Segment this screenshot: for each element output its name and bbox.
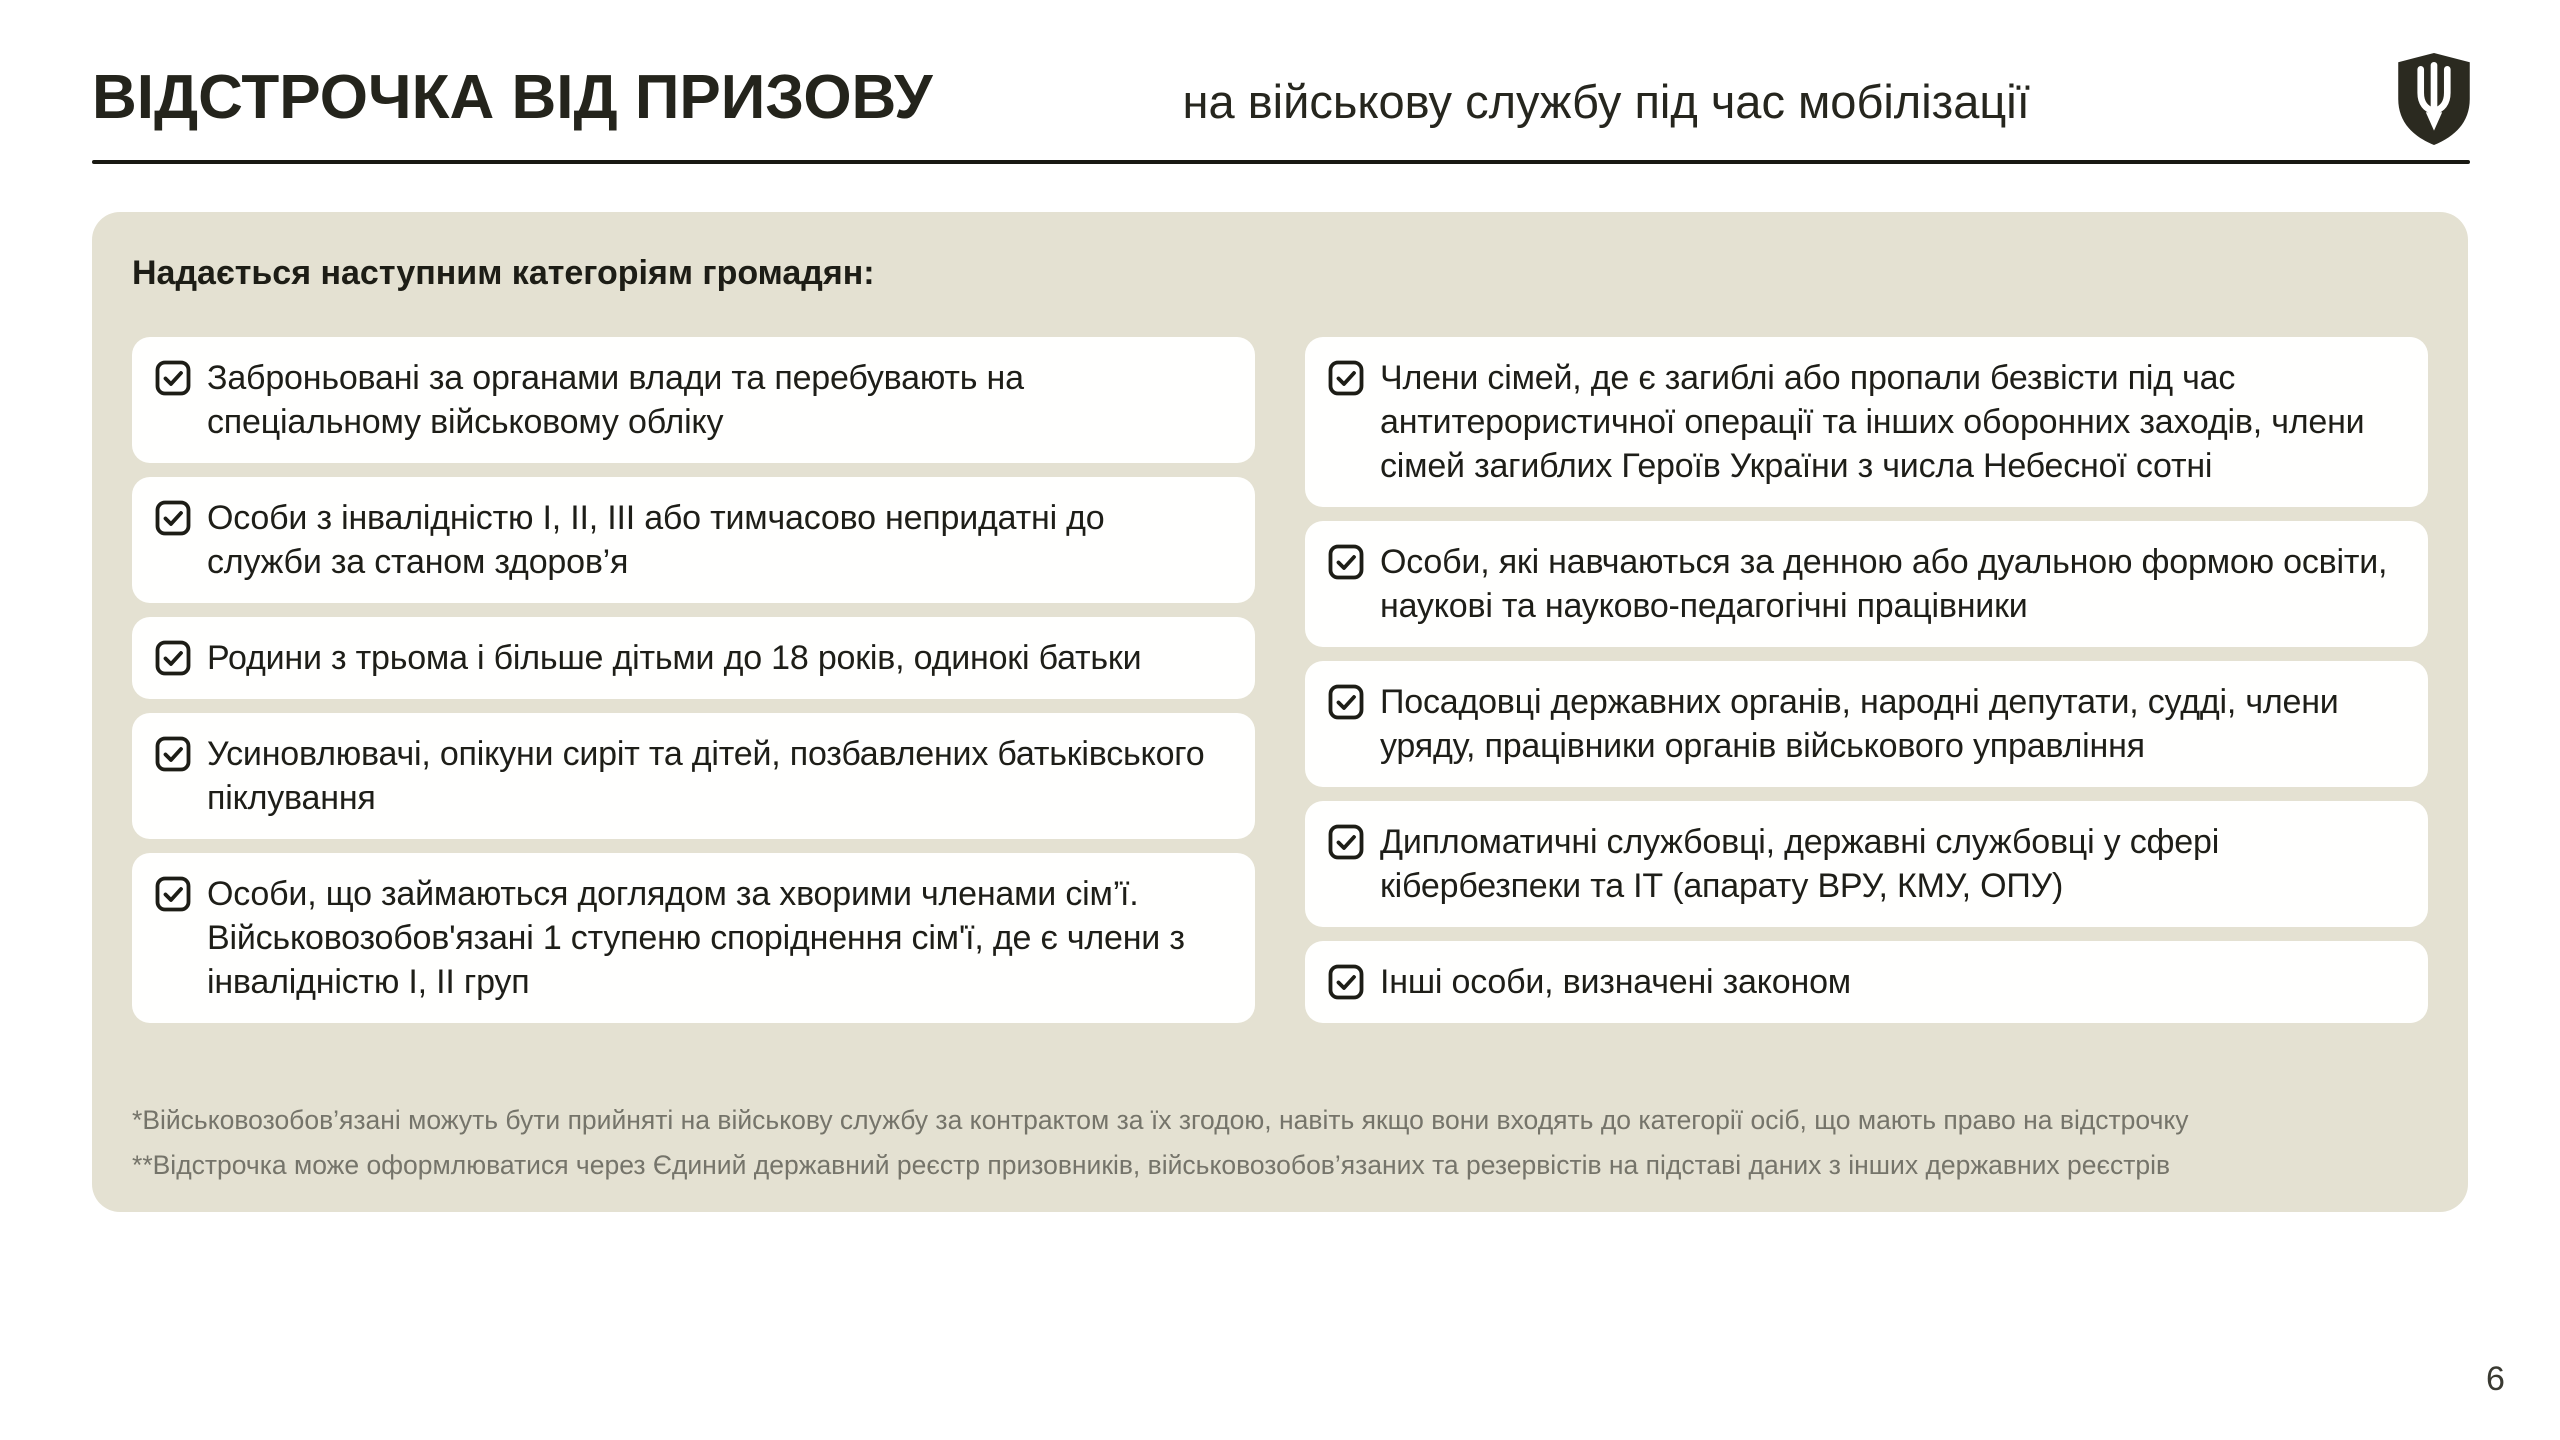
left-column: [132, 337, 1255, 1023]
page-title: ВІДСТРОЧКА ВІД ПРИЗОВУ: [92, 63, 933, 132]
category-text: Дипломатичні службовці, державні службовці у сфері кібербезпеки та ІТ (апарату ВРУ, КМУ, ОПУ): [1380, 823, 2220, 905]
category-text: Члени сімей, де є загиблі або пропали безвісти під час антитерористичної операції та інших оборонних заходів, члени сімей загиблих Героїв України з числа Небесної сотні: [1380, 359, 2365, 485]
category-card: [132, 713, 1255, 839]
category-text: Усиновлювачі, опікуни сиріт та дітей, позбавлених батьківського піклування: [207, 735, 1205, 817]
category-card: [132, 477, 1255, 603]
page-number: 6: [2486, 1360, 2505, 1398]
shield-trident-logo: [2396, 52, 2472, 146]
category-card: [132, 337, 1255, 463]
category-card: [1305, 661, 2428, 787]
checkbox-checked-icon: [155, 360, 191, 396]
header: [92, 62, 2390, 133]
category-text: Особи з інвалідністю І, ІІ, ІІІ або тимчасово непридатні до служби за станом здоров’я: [207, 499, 1105, 581]
header-divider: [92, 160, 2470, 164]
category-text: Інші особи, визначені законом: [1380, 963, 1851, 1001]
checkbox-checked-icon: [155, 500, 191, 536]
right-column: [1305, 337, 2428, 1023]
footnotes: [132, 1098, 2428, 1188]
category-card: [132, 853, 1255, 1023]
category-columns: [132, 337, 2428, 1023]
page-subtitle: на військову службу під час мобілізації: [1182, 75, 2030, 128]
checkbox-checked-icon: [155, 736, 191, 772]
category-text: Особи, які навчаються за денною або дуальною формою освіти, наукові та науково-педагогічні працівники: [1380, 543, 2388, 625]
checkbox-checked-icon: [1328, 684, 1364, 720]
checkbox-checked-icon: [1328, 824, 1364, 860]
checkbox-checked-icon: [1328, 544, 1364, 580]
footnote-registry: **Відстрочка може оформлюватися через Єдиний державний реєстр призовників, військовозобов’язаних та резервістів на підставі даних з інших державних реєстрів: [132, 1150, 2171, 1181]
category-card: [1305, 337, 2428, 507]
category-card: [132, 617, 1255, 699]
category-text: Особи, що займаються доглядом за хворими членами сім’ї. Військовозобов'язані 1 ступеню споріднення сім'ї, де є члени з інвалідністю І, ІІ груп: [207, 875, 1185, 1001]
checkbox-checked-icon: [1328, 360, 1364, 396]
category-text: Родини з трьома і більше дітьми до 18 років, одинокі батьки: [207, 639, 1142, 677]
checkbox-checked-icon: [1328, 964, 1364, 1000]
category-card: [1305, 941, 2428, 1023]
category-text: Посадовці державних органів, народні депутати, судді, члени уряду, працівники органів військового управління: [1380, 683, 2339, 765]
category-card: [1305, 801, 2428, 927]
checkbox-checked-icon: [155, 640, 191, 676]
footnote-contract: *Військовозобов’язані можуть бути прийняті на військову службу за контрактом за їх згодою, навіть якщо вони входять до категорії осіб, що мають право на відстрочку: [132, 1105, 2189, 1135]
panel-heading: Надається наступним категоріям громадян:: [132, 254, 875, 292]
content-panel: [92, 212, 2468, 1212]
category-text: Заброньовані за органами влади та перебувають на спеціальному військовому обліку: [207, 359, 1024, 441]
checkbox-checked-icon: [155, 876, 191, 912]
category-card: [1305, 521, 2428, 647]
